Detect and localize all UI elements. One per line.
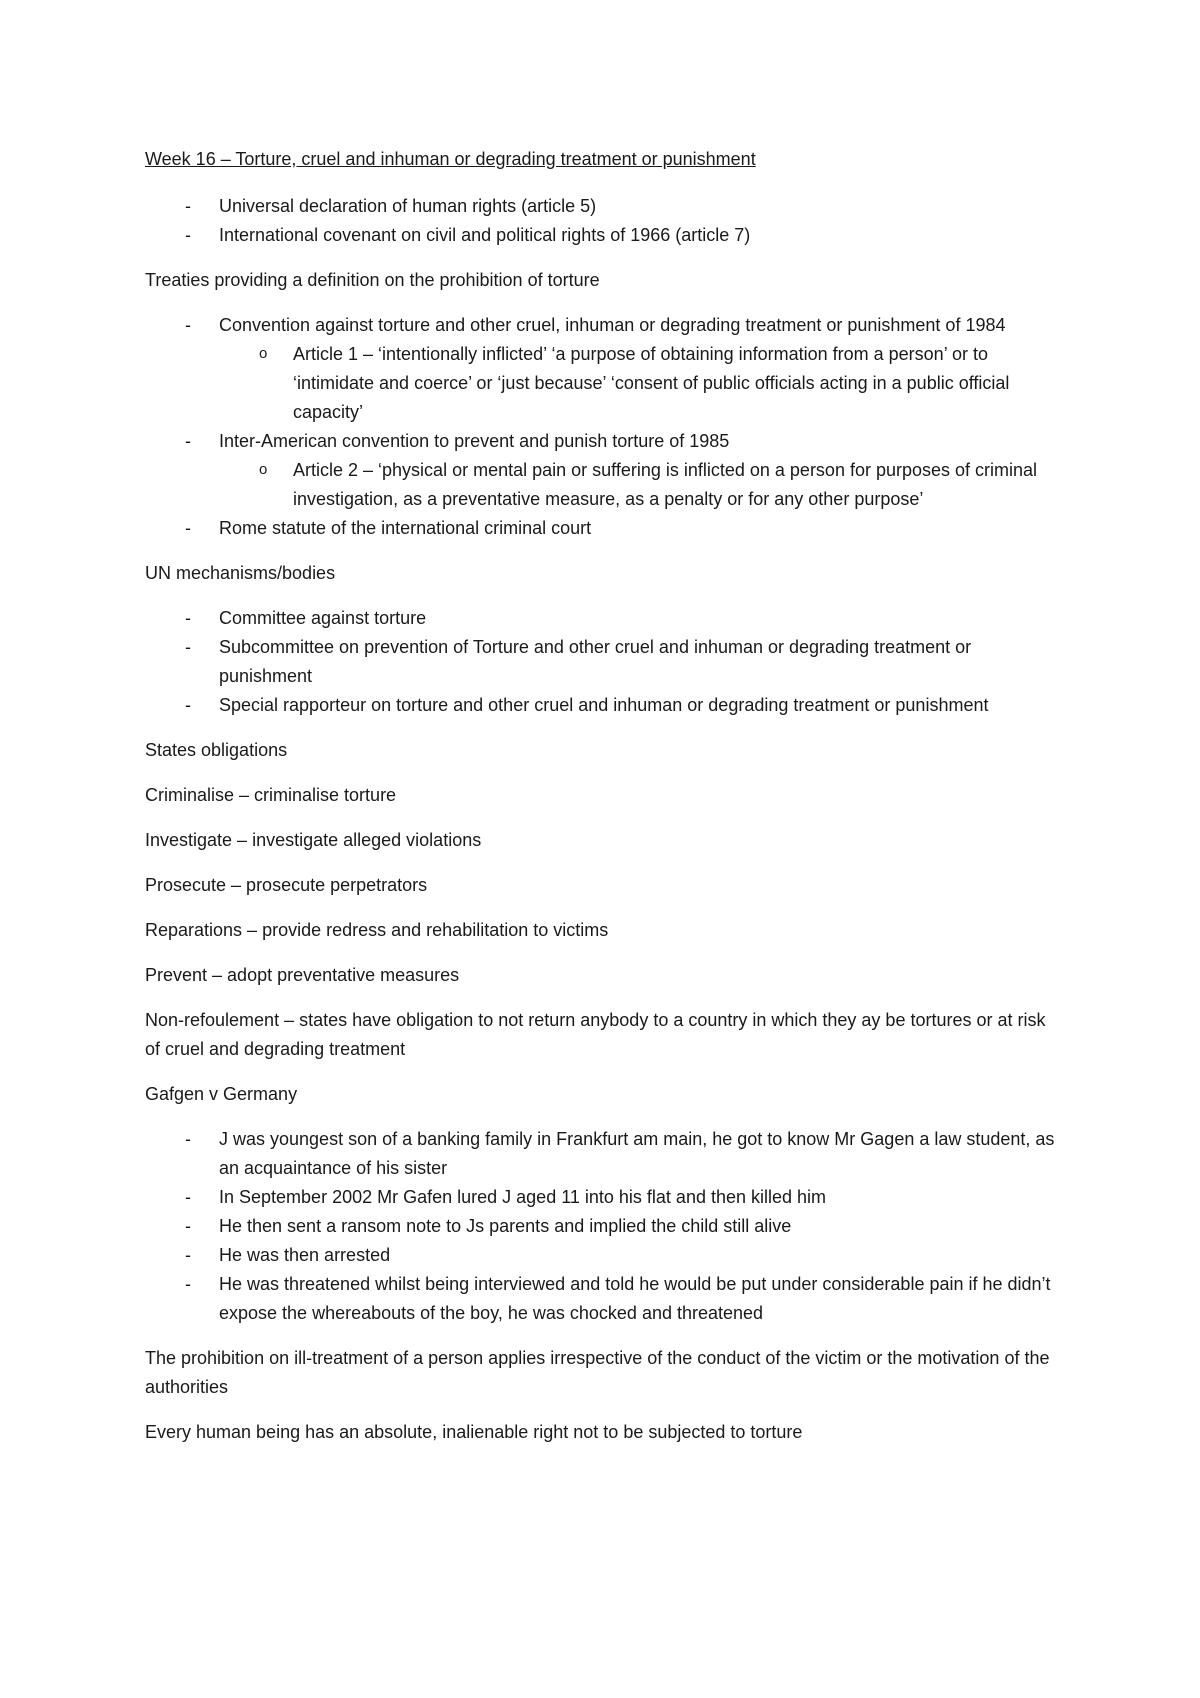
list-item: - Committee against torture <box>145 604 1060 633</box>
list-item: - Special rapporteur on torture and other cruel and inhuman or degrading treatment or punishment <box>145 691 1060 720</box>
list-item: - J was youngest son of a banking family in Frankfurt am main, he got to know Mr Gagen a law student, as an acquaintance of his sister <box>145 1125 1060 1183</box>
list-item: - In September 2002 Mr Gafen lured J aged 11 into his flat and then killed him <box>145 1183 1060 1212</box>
list-item: - International covenant on civil and political rights of 1966 (article 7) <box>145 221 1060 250</box>
treaties-heading: Treaties providing a definition on the prohibition of torture <box>145 270 600 290</box>
document-title: Week 16 – Torture, cruel and inhuman or degrading treatment or punishment <box>145 149 756 169</box>
obligations-heading: States obligations <box>145 740 288 760</box>
sub-list <box>219 340 1060 427</box>
obligation-line: Reparations – provide redress and rehabilitation to victims <box>145 920 609 940</box>
list-item <box>145 311 1060 427</box>
list-item-text: Inter-American convention to prevent and punish torture of 1985 <box>219 431 730 451</box>
case-list <box>145 1125 1060 1328</box>
sub-list-item: o Article 2 – ‘physical or mental pain or suffering is inflicted on a person for purposes of criminal investigation, as a preventative measure, as a penalty or for any other purpose’ <box>219 456 1060 514</box>
list-item-text: Convention against torture and other cruel, inhuman or degrading treatment or punishment of 1984 <box>219 315 1006 335</box>
sub-list <box>219 456 1060 514</box>
treaties-list <box>145 311 1060 543</box>
list-item: - Subcommittee on prevention of Torture and other cruel and inhuman or degrading treatment or punishment <box>145 633 1060 691</box>
obligation-line: Investigate – investigate alleged violations <box>145 830 482 850</box>
list-item <box>145 427 1060 514</box>
obligation-line: Prosecute – prosecute perpetrators <box>145 875 428 895</box>
intro-list <box>145 192 1060 250</box>
case-heading: Gafgen v Germany <box>145 1084 298 1104</box>
closing-paragraph: Every human being has an absolute, inalienable right not to be subjected to torture <box>145 1422 803 1442</box>
obligation-line: Non-refoulement – states have obligation to not return anybody to a country in which they ay be tortures or at risk of cruel and degrading treatment <box>145 1010 1046 1059</box>
list-item: - Rome statute of the international criminal court <box>145 514 1060 543</box>
obligation-line: Criminalise – criminalise torture <box>145 785 397 805</box>
list-item: - He was then arrested <box>145 1241 1060 1270</box>
un-bodies-heading: UN mechanisms/bodies <box>145 563 336 583</box>
list-item: - Universal declaration of human rights (article 5) <box>145 192 1060 221</box>
sub-list-item: o Article 1 – ‘intentionally inflicted’ ‘a purpose of obtaining information from a person’ or to ‘intimidate and coerce’ or ‘just because’ ‘consent of public officials acting in a public official capacity’ <box>219 340 1060 427</box>
list-item: - He then sent a ransom note to Js parents and implied the child still alive <box>145 1212 1060 1241</box>
list-item: - He was threatened whilst being interviewed and told he would be put under considerable pain if he didn’t expose the whereabouts of the boy, he was chocked and threatened <box>145 1270 1060 1328</box>
un-bodies-list <box>145 604 1060 720</box>
obligation-line: Prevent – adopt preventative measures <box>145 965 460 985</box>
document-page <box>145 145 1060 1463</box>
closing-paragraph: The prohibition on ill-treatment of a person applies irrespective of the conduct of the victim or the motivation of the authorities <box>145 1348 1050 1397</box>
